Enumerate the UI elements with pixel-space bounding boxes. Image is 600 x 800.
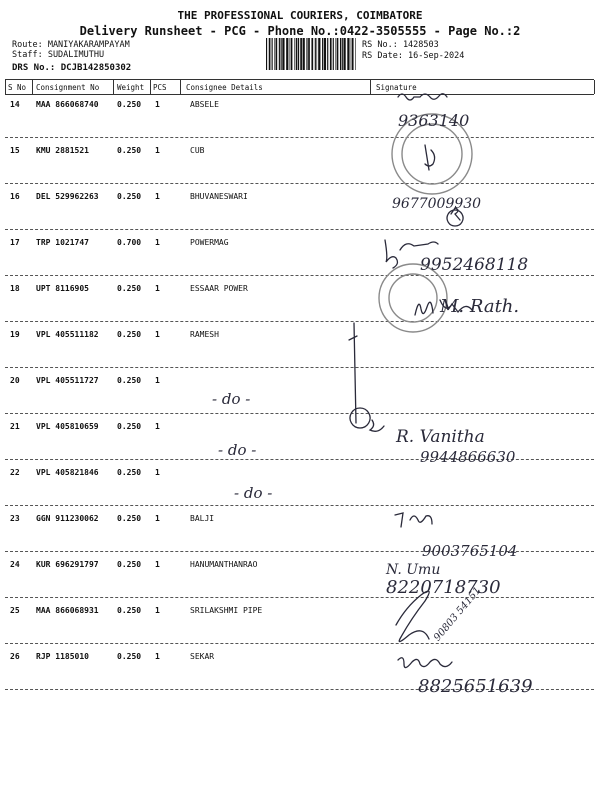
col-divider	[32, 80, 33, 94]
row-pcs: 1	[155, 606, 160, 615]
barcode-bar	[279, 38, 280, 70]
row-separator	[5, 183, 594, 184]
row-pcs: 1	[155, 284, 160, 293]
row-weight: 0.250	[117, 514, 142, 523]
row-separator	[5, 459, 594, 460]
barcode-bar	[347, 38, 349, 70]
row-sno: 24	[10, 560, 20, 569]
barcode-image	[266, 38, 358, 70]
barcode-bar	[276, 38, 278, 70]
row-separator	[5, 367, 594, 368]
row-weight: 0.250	[117, 652, 142, 661]
row-weight: 0.250	[117, 606, 142, 615]
barcode-bar	[296, 38, 298, 70]
row-consignment-no: UPT 8116905	[36, 284, 89, 293]
row-consignee: BHUVANESWARI	[190, 192, 248, 201]
barcode-bar	[300, 38, 302, 70]
col-header-signature: Signature	[376, 83, 417, 92]
row-sno: 15	[10, 146, 20, 155]
hand-phone-25: 90803 54151	[432, 585, 484, 644]
barcode-bar	[337, 38, 339, 70]
row-consignee: SRILAKSHMI PIPE	[190, 606, 263, 615]
row-consignment-no: VPL 405511727	[36, 376, 99, 385]
row-separator	[5, 505, 594, 506]
row-sno: 25	[10, 606, 20, 615]
hand-name-21: R. Vanitha	[396, 427, 485, 447]
barcode-bar	[281, 38, 282, 70]
barcode-bar	[291, 38, 293, 70]
barcode-bar	[315, 38, 316, 70]
table-top-border	[5, 79, 594, 80]
row-consignee: RAMESH	[190, 330, 219, 339]
row-separator	[5, 137, 594, 138]
col-header-consignment: Consignment No	[36, 83, 100, 92]
row-consignment-no: VPL 405821846	[36, 468, 99, 477]
row-weight: 0.250	[117, 146, 142, 155]
row-consignment-no: VPL 405511182	[36, 330, 99, 339]
row-pcs: 1	[155, 330, 160, 339]
barcode-bar	[311, 38, 313, 70]
row-weight: 0.250	[117, 560, 142, 569]
barcode-bar	[274, 38, 275, 70]
col-header-sno: S No	[8, 83, 27, 92]
barcode-bar	[294, 38, 295, 70]
row-pcs: 1	[155, 560, 160, 569]
row-consignee: ESSAAR POWER	[190, 284, 248, 293]
barcode-bar	[352, 38, 354, 70]
row-sno: 20	[10, 376, 20, 385]
table-row	[0, 464, 600, 510]
row-consignment-no: VPL 405810659	[36, 422, 99, 431]
table-row	[0, 372, 600, 418]
row-weight: 0.250	[117, 192, 142, 201]
header-bottom-border	[5, 94, 594, 95]
row-sno: 21	[10, 422, 20, 431]
row-pcs: 1	[155, 652, 160, 661]
row-consignee: BALJI	[190, 514, 215, 523]
col-divider	[594, 80, 595, 94]
runsheet-subtitle: Delivery Runsheet - PCG - Phone No.:0422-3505555 - Page No.:2	[79, 24, 521, 38]
row-separator	[5, 597, 594, 598]
table-row	[0, 418, 600, 464]
barcode-bar	[306, 38, 307, 70]
table-row	[0, 602, 600, 648]
route-label: Route: MANIYAKARAMPAYAM	[12, 40, 130, 50]
table-row	[0, 96, 600, 142]
hand-phone-23: 9003765104	[422, 542, 518, 560]
row-separator	[5, 689, 594, 690]
row-consignment-no: RJP 1185010	[36, 652, 89, 661]
row-pcs: 1	[155, 100, 160, 109]
row-sno: 22	[10, 468, 20, 477]
drs-number: DRS No.: DCJB142850302	[12, 63, 132, 73]
row-consignee: ABSELE	[190, 100, 219, 109]
row-consignee: SEKAR	[190, 652, 215, 661]
table-row	[0, 142, 600, 188]
col-divider	[150, 80, 151, 94]
barcode-bar	[290, 38, 291, 70]
barcode-bar	[317, 38, 318, 70]
row-pcs: 1	[155, 376, 160, 385]
row-consignment-no: TRP 1021747	[36, 238, 89, 247]
table-row	[0, 280, 600, 326]
hand-phone-21: 9944866630	[420, 448, 516, 466]
row-pcs: 1	[155, 422, 160, 431]
rs-number: RS No.: 1428503	[362, 40, 439, 50]
row-sno: 16	[10, 192, 20, 201]
row-sno: 19	[10, 330, 20, 339]
row-sno: 23	[10, 514, 20, 523]
barcode-bar	[308, 38, 310, 70]
row-weight: 0.250	[117, 330, 142, 339]
row-pcs: 1	[155, 146, 160, 155]
barcode-bar	[327, 38, 328, 70]
row-consignment-no: KMU 2881521	[36, 146, 89, 155]
rs-date: RS Date: 16-Sep-2024	[362, 51, 465, 61]
row-separator	[5, 229, 594, 230]
row-weight: 0.250	[117, 422, 142, 431]
row-consignment-no: MAA 866068740	[36, 100, 99, 109]
row-weight: 0.250	[117, 376, 142, 385]
barcode-bar	[266, 38, 267, 70]
barcode-bar	[298, 38, 299, 70]
barcode-bar	[269, 38, 271, 70]
table-row	[0, 234, 600, 280]
row-consignment-no: GGN 911230062	[36, 514, 99, 523]
col-divider	[180, 80, 181, 94]
table-row	[0, 188, 600, 234]
row-consignee: CUB	[190, 146, 205, 155]
barcode-bar	[303, 38, 305, 70]
barcode-bar	[335, 38, 336, 70]
col-header-consignee: Consignee Details	[186, 83, 263, 92]
barcode-bar	[355, 38, 356, 70]
barcode-bar	[342, 38, 343, 70]
col-divider	[113, 80, 114, 94]
col-divider	[370, 80, 371, 94]
row-weight: 0.250	[117, 284, 142, 293]
barcode-bar	[351, 38, 352, 70]
hand-phone-17: 9952468118	[420, 255, 529, 275]
table-row	[0, 648, 600, 694]
row-pcs: 1	[155, 514, 160, 523]
col-divider	[5, 80, 6, 94]
barcode-bar	[343, 38, 345, 70]
hand-name-24: N. Umu	[386, 562, 441, 578]
row-consignment-no: KUR 696291797	[36, 560, 99, 569]
hand-name-18: M. Rath.	[440, 296, 520, 317]
row-weight: 0.250	[117, 100, 142, 109]
hand-phone-24: 8220718730	[386, 577, 501, 598]
row-pcs: 1	[155, 468, 160, 477]
hand-phone-16: 9677009930	[392, 196, 482, 212]
row-consignee: HANUMANTHANRAO	[190, 560, 258, 569]
barcode-bar	[340, 38, 341, 70]
barcode-bar	[333, 38, 334, 70]
barcode-bar	[272, 38, 273, 70]
col-header-weight: Weight	[117, 83, 145, 92]
barcode-bar	[324, 38, 326, 70]
table-row	[0, 510, 600, 556]
row-separator	[5, 643, 594, 644]
row-separator	[5, 321, 594, 322]
row-pcs: 1	[155, 192, 160, 201]
row-consignee: POWERMAG	[190, 238, 229, 247]
barcode-bar	[318, 38, 320, 70]
row-sno: 17	[10, 238, 20, 247]
company-title: THE PROFESSIONAL COURIERS, COIMBATORE	[177, 9, 423, 22]
table-row	[0, 556, 600, 602]
hand-phone-14: 9363140	[398, 111, 470, 130]
col-header-pcs: PCS	[153, 83, 167, 92]
hand-ditto-20: - do -	[212, 390, 251, 408]
row-consignment-no: MAA 866068931	[36, 606, 99, 615]
row-consignment-no: DEL 529962263	[36, 192, 99, 201]
hand-phone-26: 8825651639	[418, 676, 533, 697]
barcode-bar	[286, 38, 288, 70]
row-weight: 0.700	[117, 238, 142, 247]
row-sno: 14	[10, 100, 20, 109]
row-pcs: 1	[155, 238, 160, 247]
barcode-bar	[330, 38, 332, 70]
staff-label: Staff: SUDALIMUTHU	[12, 50, 105, 60]
row-sno: 26	[10, 652, 20, 661]
row-separator	[5, 413, 594, 414]
barcode-bar	[322, 38, 323, 70]
hand-ditto-21: - do -	[218, 441, 257, 459]
table-row	[0, 326, 600, 372]
row-separator	[5, 551, 594, 552]
row-weight: 0.250	[117, 468, 142, 477]
row-sno: 18	[10, 284, 20, 293]
barcode-bar	[282, 38, 284, 70]
hand-ditto-22: - do -	[234, 484, 273, 502]
row-separator	[5, 275, 594, 276]
